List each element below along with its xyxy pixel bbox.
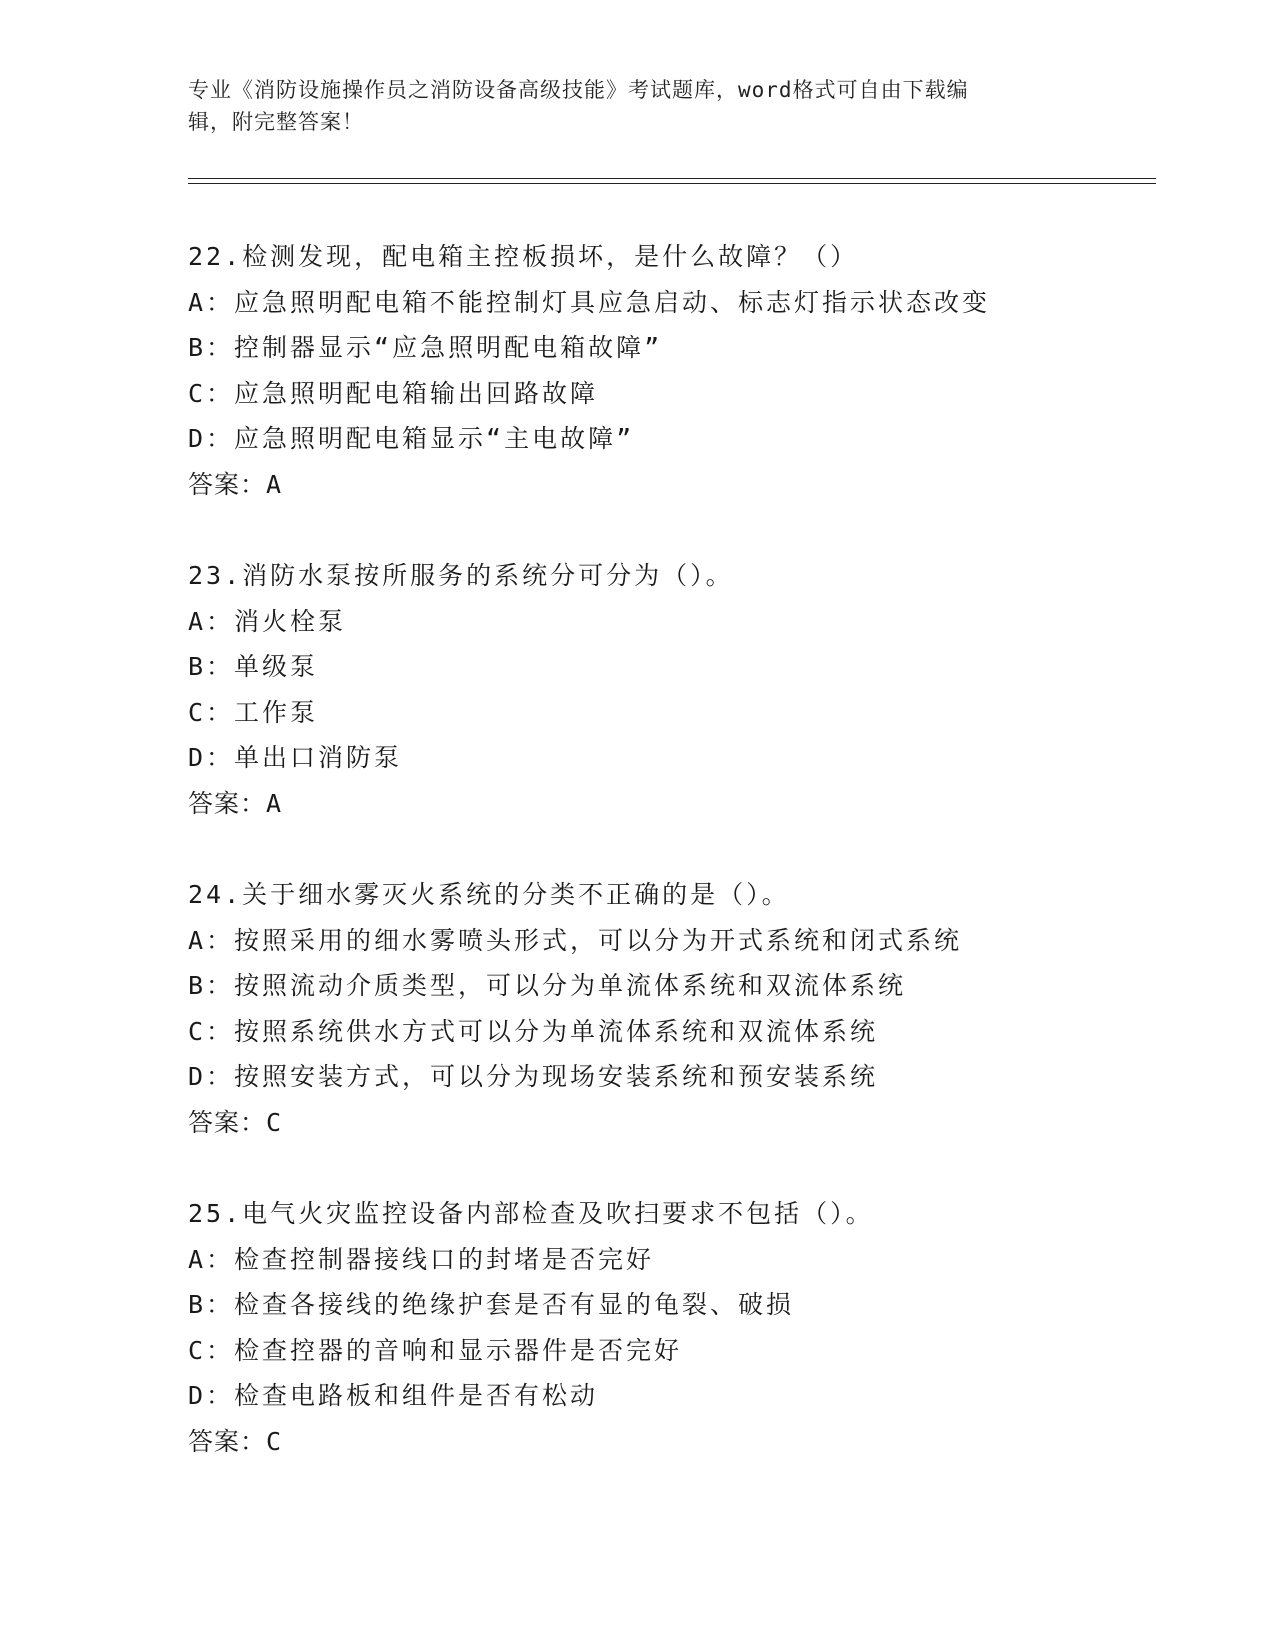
header-line-2: 辑，附完整答案！ — [188, 110, 364, 134]
question-stem: 23.消防水泵按所服务的系统分可分为（）。 — [188, 561, 734, 590]
option-a: A：应急照明配电箱不能控制灯具应急启动、标志灯指示状态改变 — [188, 287, 991, 317]
question-24 — [188, 872, 1168, 1145]
answer-label: 答案： — [188, 1107, 267, 1137]
answer-line — [188, 462, 1168, 508]
answer-line — [188, 1419, 1168, 1465]
option-b: B：检查各接线的绝缘护套是否有显的龟裂、破损 — [188, 1290, 795, 1319]
question-25 — [188, 1191, 1168, 1464]
option-b: B：单级泵 — [188, 652, 319, 681]
option-d: D：按照安装方式，可以分为现场安装系统和预安装系统 — [188, 1062, 879, 1091]
question-22 — [188, 234, 1168, 507]
answer-line — [188, 781, 1168, 827]
answer-value: A — [266, 469, 283, 499]
answer-label: 答案： — [188, 1426, 267, 1456]
header-divider-top — [188, 178, 1156, 179]
answer-label: 答案： — [188, 788, 267, 818]
question-stem: 22.检测发现，配电箱主控板损坏，是什么故障？（） — [188, 242, 859, 271]
option-d: D：单出口消防泵 — [188, 743, 403, 772]
option-d: D：应急照明配电箱显示“主电故障” — [188, 424, 635, 453]
answer-value: C — [266, 1426, 283, 1456]
header-divider-bottom — [188, 183, 1156, 184]
option-a: A：检查控制器接线口的封堵是否完好 — [188, 1244, 655, 1274]
answer-value: C — [266, 1107, 283, 1137]
question-stem: 24.关于细水雾灭火系统的分类不正确的是（）。 — [188, 880, 790, 909]
option-c: C：应急照明配电箱输出回路故障 — [188, 378, 599, 408]
option-b: B：控制器显示“应急照明配电箱故障” — [188, 333, 663, 362]
option-d: D：检查电路板和组件是否有松动 — [188, 1381, 599, 1410]
option-a: A：消火栓泵 — [188, 606, 347, 636]
option-a: A：按照采用的细水雾喷头形式，可以分为开式系统和闭式系统 — [188, 925, 963, 955]
option-c: C：检查控器的音响和显示器件是否完好 — [188, 1335, 683, 1365]
header-line-1: 专业《消防设施操作员之消防设备高级技能》考试题库，word格式可自由下载编 — [188, 78, 969, 102]
question-23 — [188, 553, 1168, 826]
question-stem: 25.电气火灾监控设备内部检查及吹扫要求不包括（）。 — [188, 1199, 874, 1228]
option-b: B：按照流动介质类型，可以分为单流体系统和双流体系统 — [188, 971, 907, 1000]
document-header — [188, 74, 1088, 138]
answer-label: 答案： — [188, 469, 267, 499]
option-c: C：工作泵 — [188, 697, 319, 727]
answer-line — [188, 1100, 1168, 1146]
option-c: C：按照系统供水方式可以分为单流体系统和双流体系统 — [188, 1016, 879, 1046]
answer-value: A — [266, 788, 283, 818]
